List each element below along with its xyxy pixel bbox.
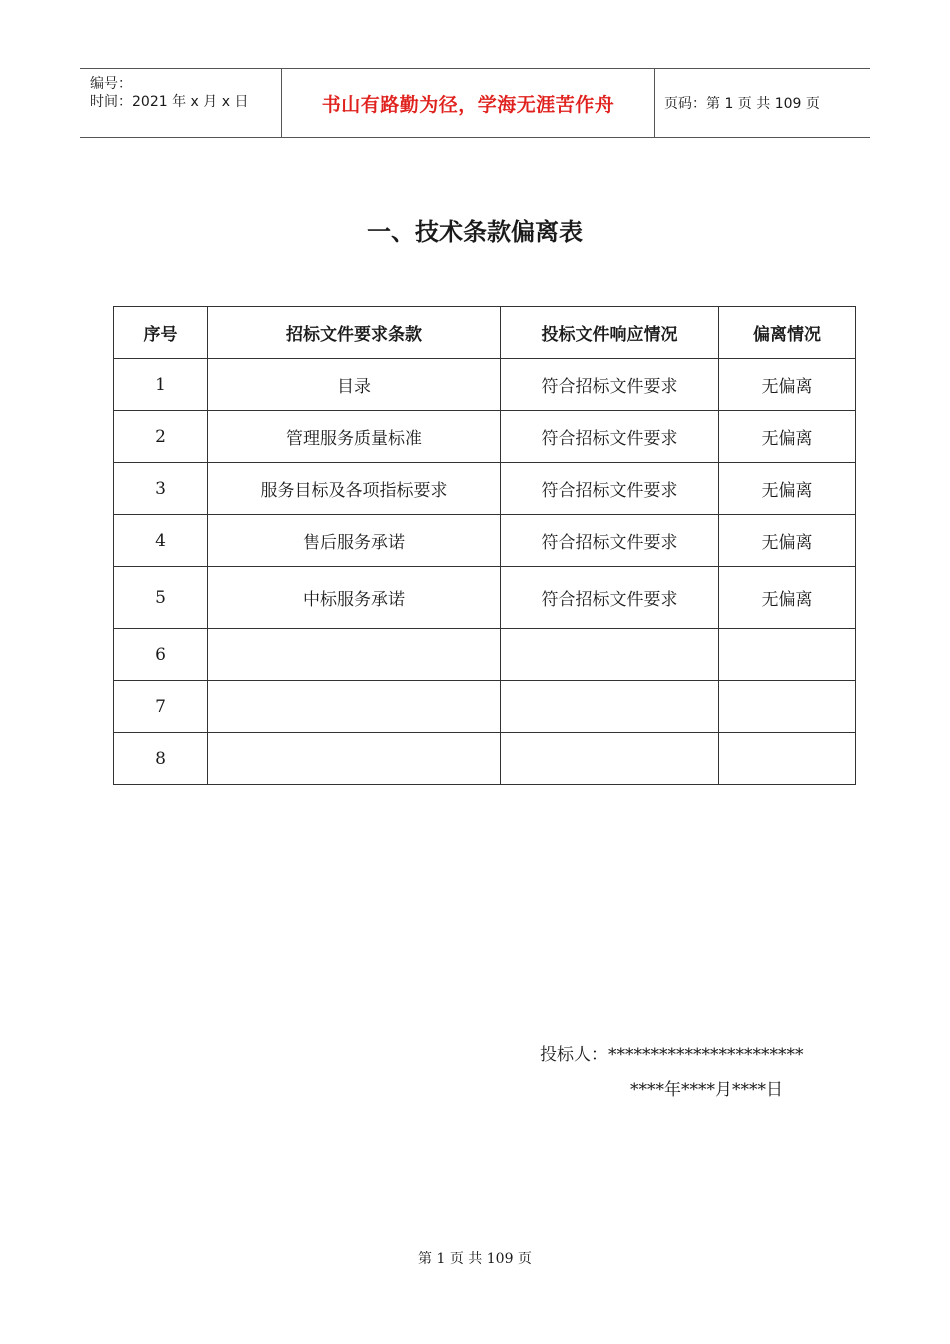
table-row xyxy=(114,681,856,733)
cell-index: 1 xyxy=(114,359,208,411)
document-header xyxy=(80,68,870,138)
cell-deviation: 无偏离 xyxy=(719,567,856,629)
cell-response: 符合招标文件要求 xyxy=(501,359,719,411)
cell-requirement xyxy=(208,681,501,733)
table-row xyxy=(114,515,856,567)
header-meta xyxy=(80,69,281,137)
cell-requirement xyxy=(208,733,501,785)
table-row xyxy=(114,733,856,785)
cell-index: 6 xyxy=(114,629,208,681)
cell-index: 4 xyxy=(114,515,208,567)
cell-response xyxy=(501,629,719,681)
deviation-table xyxy=(113,306,856,785)
table-row xyxy=(114,411,856,463)
header-response: 投标文件响应情况 xyxy=(501,307,719,359)
header-page-cell xyxy=(654,69,870,137)
cell-requirement xyxy=(208,629,501,681)
cell-response: 符合招标文件要求 xyxy=(501,411,719,463)
cell-requirement: 管理服务质量标准 xyxy=(208,411,501,463)
cell-requirement: 目录 xyxy=(208,359,501,411)
motto-text: 书山有路勤为径，学海无涯苦作舟 xyxy=(321,93,615,116)
cell-response: 符合招标文件要求 xyxy=(501,567,719,629)
header-motto-cell xyxy=(281,69,655,137)
cell-deviation xyxy=(719,681,856,733)
table-header-row xyxy=(114,307,856,359)
cell-requirement: 服务目标及各项指标要求 xyxy=(208,463,501,515)
cell-requirement: 中标服务承诺 xyxy=(208,567,501,629)
cell-deviation xyxy=(719,733,856,785)
cell-index: 8 xyxy=(114,733,208,785)
cell-index: 2 xyxy=(114,411,208,463)
cell-requirement: 售后服务承诺 xyxy=(208,515,501,567)
cell-index: 5 xyxy=(114,567,208,629)
table-row xyxy=(114,359,856,411)
header-requirement: 招标文件要求条款 xyxy=(208,307,501,359)
cell-deviation xyxy=(719,629,856,681)
table-row xyxy=(114,629,856,681)
table-row xyxy=(114,463,856,515)
cell-deviation: 无偏离 xyxy=(719,359,856,411)
signature-date: ****年****月****日 xyxy=(630,1080,783,1100)
number-label: 编号： xyxy=(90,76,132,92)
header-index: 序号 xyxy=(114,307,208,359)
cell-response xyxy=(501,681,719,733)
cell-index: 7 xyxy=(114,681,208,733)
cell-index: 3 xyxy=(114,463,208,515)
cell-deviation: 无偏离 xyxy=(719,463,856,515)
page-footer: 第 1 页 共 109 页 xyxy=(418,1251,532,1267)
cell-response: 符合招标文件要求 xyxy=(501,515,719,567)
cell-deviation: 无偏离 xyxy=(719,411,856,463)
table-row xyxy=(114,567,856,629)
time-label: 时间：2021 年 x 月 x 日 xyxy=(90,94,249,110)
document-title: 一、技术条款偏离表 xyxy=(367,217,583,246)
header-deviation: 偏离情况 xyxy=(719,307,856,359)
page-info: 页码：第 1 页 共 109 页 xyxy=(664,96,820,112)
cell-response xyxy=(501,733,719,785)
cell-deviation: 无偏离 xyxy=(719,515,856,567)
bidder-signature: 投标人：*********************** xyxy=(540,1045,804,1065)
cell-response: 符合招标文件要求 xyxy=(501,463,719,515)
